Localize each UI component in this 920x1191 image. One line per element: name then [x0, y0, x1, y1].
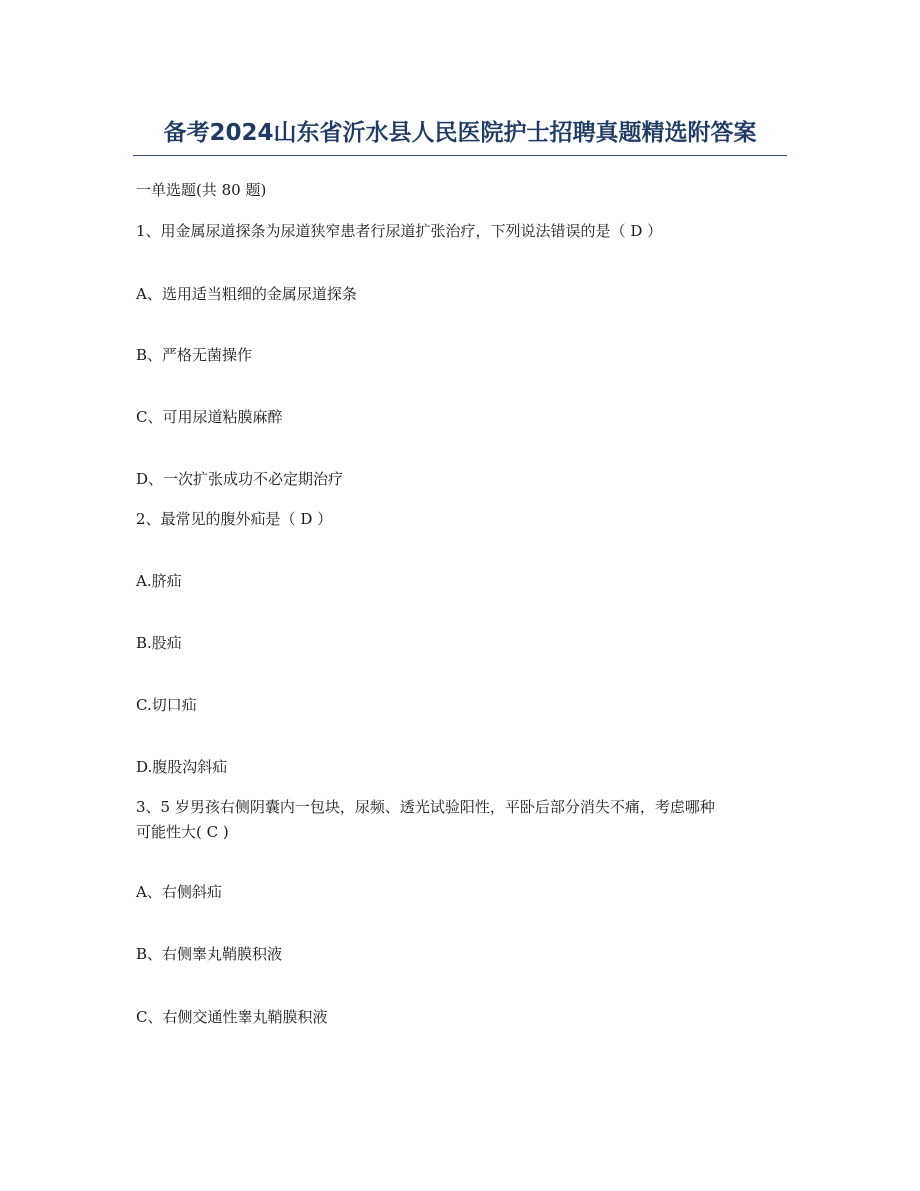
question-3-stem-line-1: 3、5 岁男孩右侧阴囊内一包块，尿频、透光试验阳性，平卧后部分消失不痛，考虑哪种 — [136, 798, 715, 816]
question-2-option-a: A.脐疝 — [136, 572, 182, 590]
question-1-option-c: C、可用尿道粘膜麻醉 — [136, 408, 283, 426]
question-3-option-b: B、右侧睾丸鞘膜积液 — [136, 945, 283, 963]
question-1-option-a: A、选用适当粗细的金属尿道探条 — [136, 285, 357, 303]
question-1-stem: 1、用金属尿道探条为尿道狭窄患者行尿道扩张治疗，下列说法错误的是（ D ） — [136, 222, 663, 240]
document-title: 备考2024山东省沂水县人民医院护士招聘真题精选附答案 — [163, 120, 757, 146]
question-2-option-c: C.切口疝 — [136, 696, 197, 714]
question-3-option-a: A、右侧斜疝 — [136, 883, 222, 901]
question-2-option-d: D.腹股沟斜疝 — [136, 758, 228, 776]
question-2-stem: 2、最常见的腹外疝是（ D ） — [136, 510, 333, 528]
question-1-option-d: D、一次扩张成功不必定期治疗 — [136, 470, 344, 488]
section-heading: 一单选题(共 80 题) — [136, 181, 267, 199]
question-1-option-b: B、严格无菌操作 — [136, 346, 253, 364]
title-underline — [133, 155, 787, 156]
question-2-option-b: B.股疝 — [136, 634, 182, 652]
question-3-option-c: C、右侧交通性睾丸鞘膜积液 — [136, 1008, 328, 1026]
question-3-stem-line-2: 可能性大( C ) — [136, 823, 229, 841]
